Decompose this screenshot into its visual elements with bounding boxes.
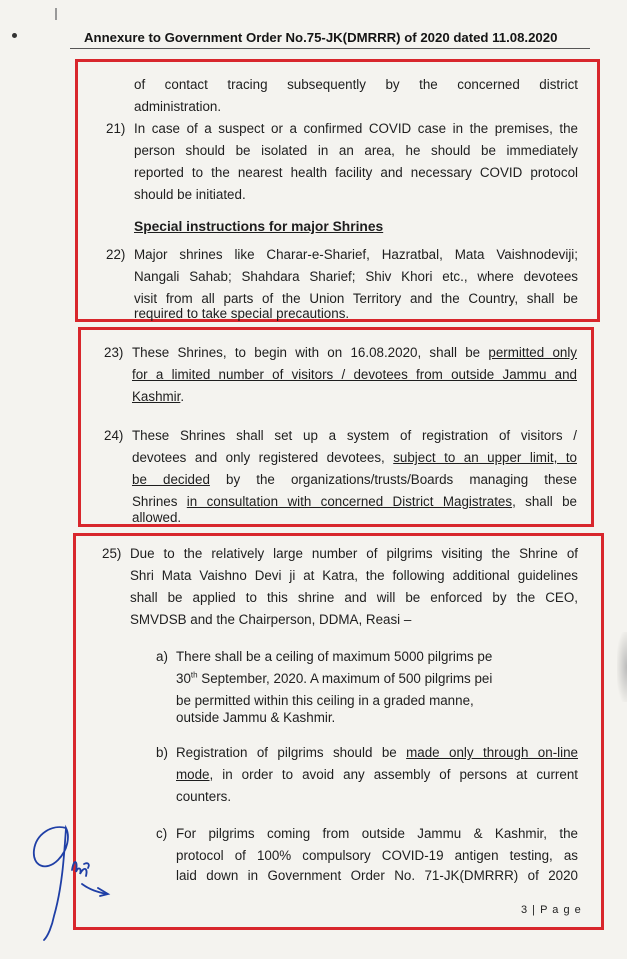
item-25-line: SMVDSB and the Chairperson, DDMA, Reasi –	[130, 612, 412, 627]
continuation-line: of contact tracing subsequently by the concerned district	[134, 77, 578, 92]
sub-c-line: For pilgrims coming from outside Jammu & Kashmir, the	[176, 826, 578, 841]
sub-a-line: There shall be a ceiling of maximum 5000 pilgrims pe	[176, 649, 493, 664]
sub-a-label: a)	[156, 649, 168, 664]
sub-a-line: outside Jammu & Kashmir.	[176, 710, 336, 725]
item-21-line: reported to the nearest health facility and necessary COVID protocol	[134, 165, 578, 180]
item-21-line: In case of a suspect or a confirmed COVID case in the premises, the	[134, 121, 578, 136]
page-number: 3 | P a g e	[521, 904, 582, 916]
item-22-line: Major shrines like Charar-e-Sharief, Hazratbal, Mata Vaishnodeviji;	[134, 247, 578, 262]
item-23-number: 23)	[104, 345, 124, 360]
item-25-line: Shri Mata Vaishno Devi ji at Katra, the following additional guidelines	[130, 568, 578, 583]
item-21-line: person should be isolated in an area, he should be immediately	[134, 143, 578, 158]
item-23-line: for a limited number of visitors / devotees from outside Jammu and	[132, 367, 577, 382]
item-24-line: These Shrines shall set up a system of registration of visitors /	[132, 428, 577, 443]
item-25-line: shall be applied to this shrine and will be enforced by the CEO,	[130, 590, 578, 605]
sub-b-line: mode, in order to avoid any assembly of persons at current	[176, 767, 578, 782]
handwritten-signature	[22, 808, 122, 948]
sub-a-line: 30th September, 2020. A maximum of 500 pilgrims pei	[176, 670, 493, 686]
scan-dot	[12, 33, 17, 38]
sub-c-label: c)	[156, 826, 168, 841]
item-22-line: required to take special precautions.	[134, 306, 350, 321]
header-rule	[70, 48, 590, 49]
item-22-line: visit from all parts of the Union Territory and the Country, shall be	[134, 291, 578, 306]
item-23-line: Kashmir.	[132, 389, 185, 404]
item-24-number: 24)	[104, 428, 124, 443]
item-23-line: These Shrines, to begin with on 16.08.2020, shall be permitted only	[132, 345, 578, 360]
continuation-line: administration.	[134, 99, 222, 114]
item-22-line: Nangali Sahab; Shahdara Sharief; Shiv Khori etc., where devotees	[134, 269, 578, 284]
item-24-line: Shrines in consultation with concerned District Magistrates, shall be	[132, 494, 577, 509]
item-21-number: 21)	[106, 121, 126, 136]
sub-b-label: b)	[156, 745, 168, 760]
annexure-header: Annexure to Government Order No.75-JK(DMRRR) of 2020 dated 11.08.2020	[84, 30, 558, 45]
item-24-line: allowed.	[132, 510, 182, 525]
item-25-number: 25)	[102, 546, 122, 561]
section-heading: Special instructions for major Shrines	[134, 219, 384, 234]
item-21-line: should be initiated.	[134, 187, 246, 202]
item-24-line: be decided by the organizations/trusts/Boards managing these	[132, 472, 577, 487]
sub-b-line: counters.	[176, 789, 232, 804]
page-edge-shadow	[617, 632, 627, 702]
item-22-number: 22)	[106, 247, 126, 262]
sub-c-line: laid down in Government Order No. 71-JK(DMRRR) of 2020	[176, 868, 578, 883]
sub-c-line: protocol of 100% compulsory COVID-19 antigen testing, as	[176, 848, 578, 863]
item-25-line: Due to the relatively large number of pilgrims visiting the Shrine of	[130, 546, 578, 561]
sub-a-line: be permitted within this ceiling in a graded manne,	[176, 693, 474, 708]
scan-mark	[55, 8, 57, 20]
sub-b-line: Registration of pilgrims should be made only through on-line	[176, 745, 579, 760]
item-24-line: devotees and only registered devotees, subject to an upper limit, to	[132, 450, 577, 465]
